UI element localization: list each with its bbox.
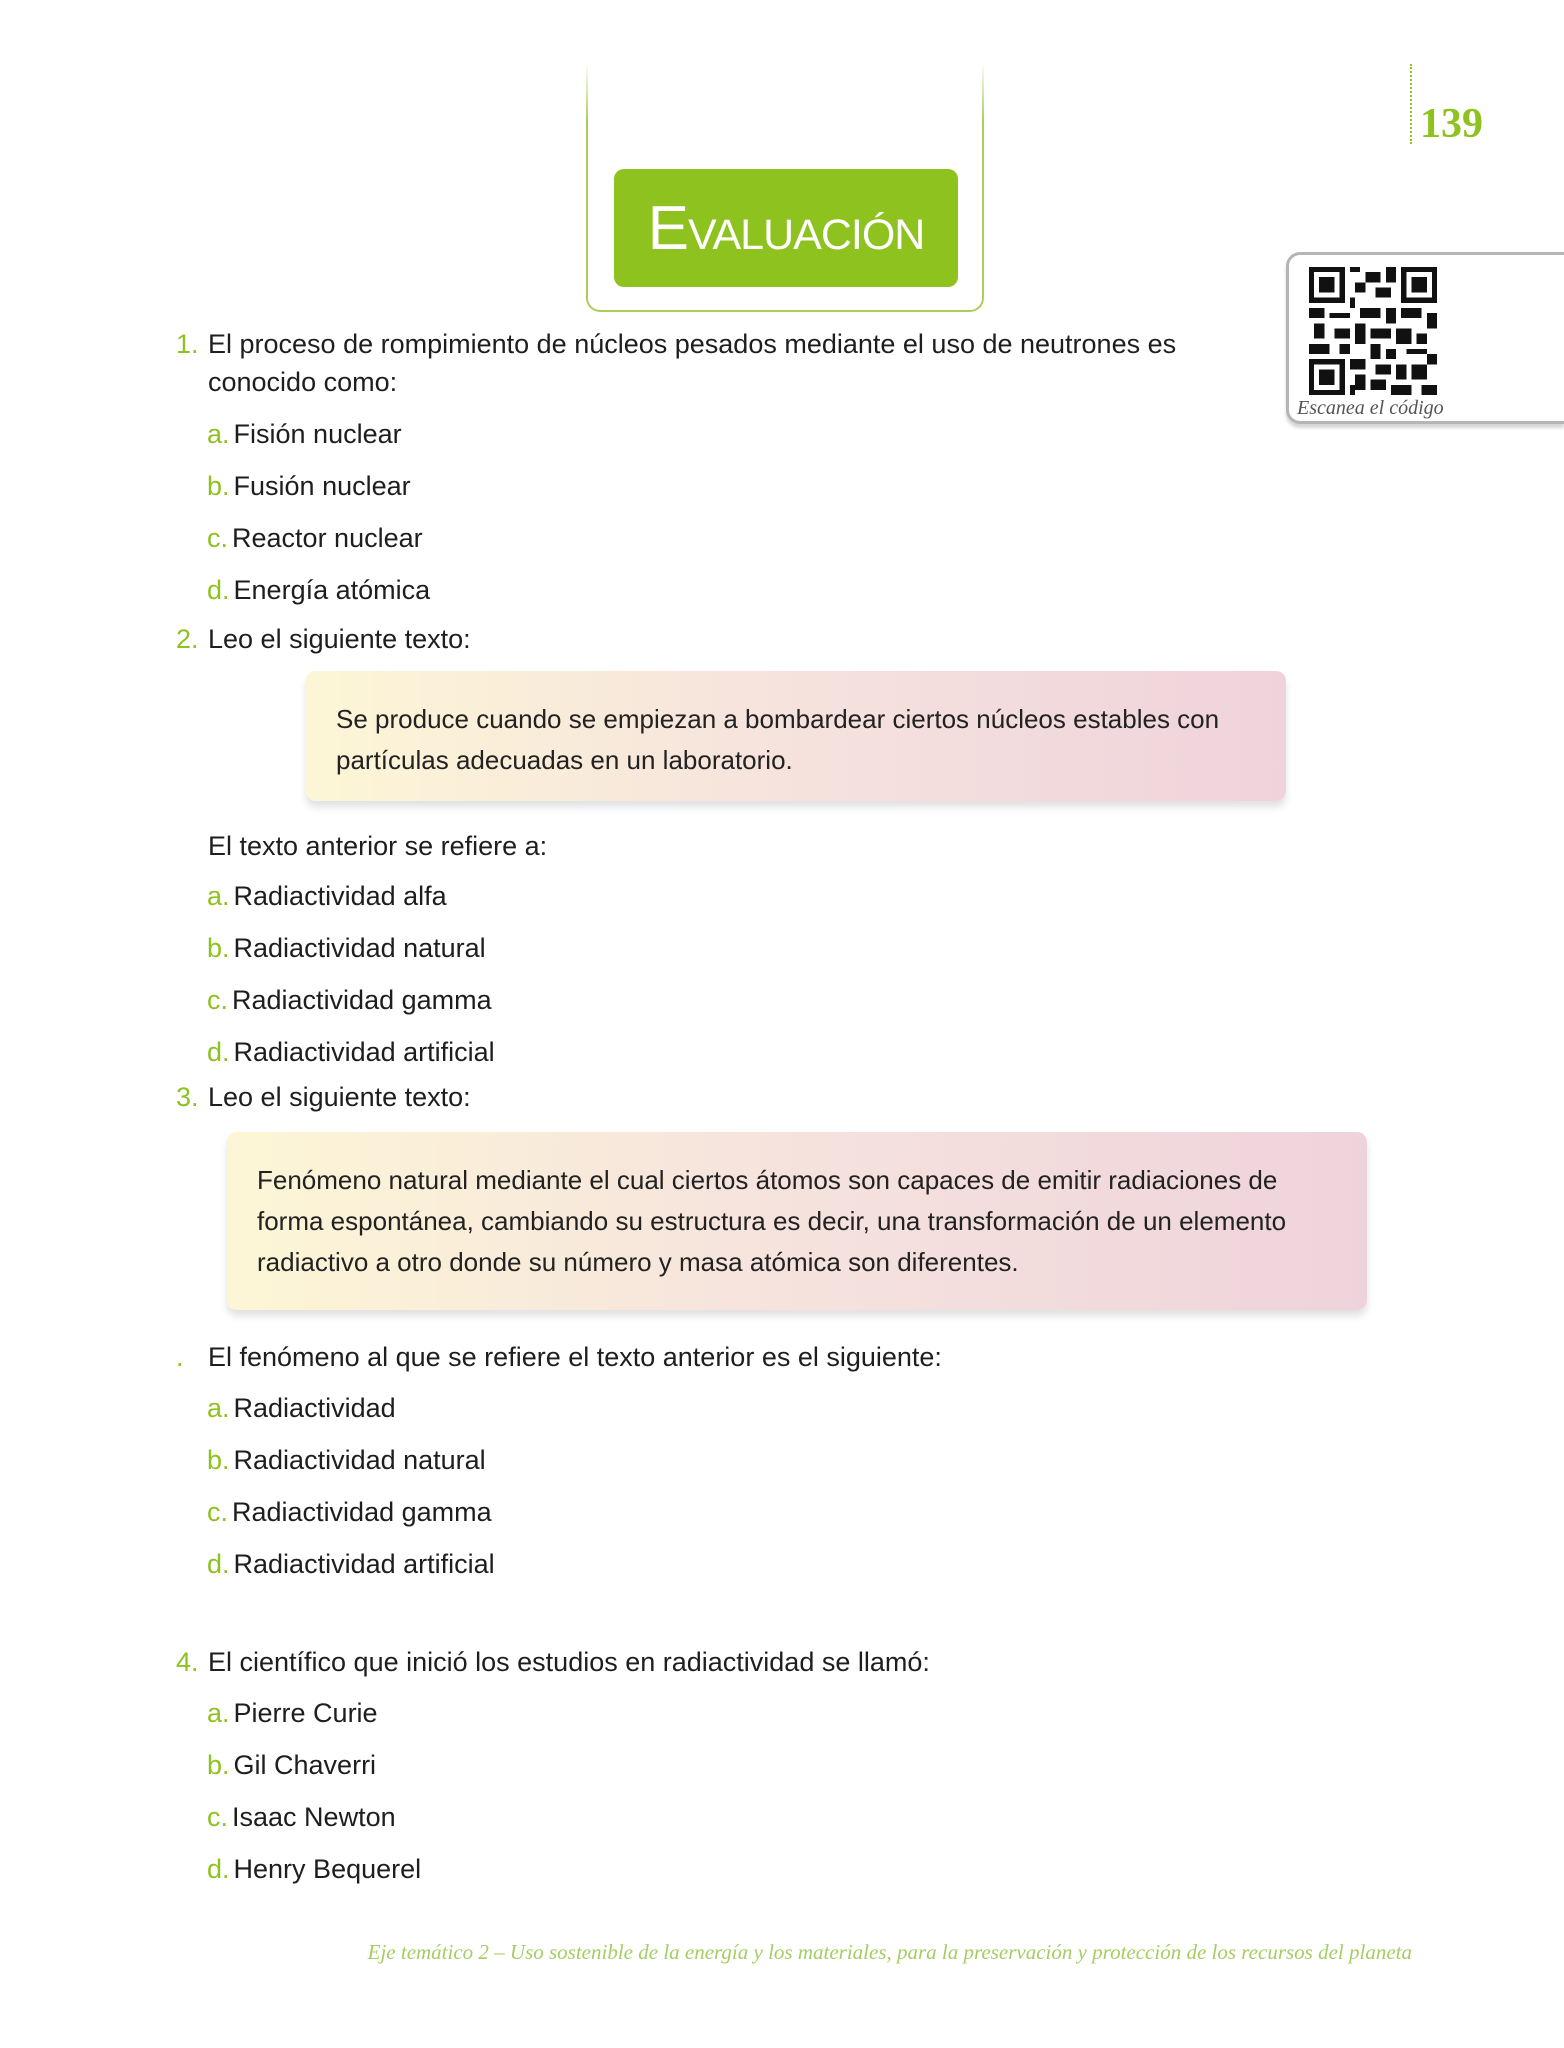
- option-text: Energía atómica: [233, 575, 431, 605]
- option-letter: b.: [207, 471, 230, 501]
- option-text: Fisión nuclear: [233, 419, 402, 449]
- option-letter: b.: [207, 1445, 230, 1475]
- option-letter: a.: [207, 881, 230, 911]
- question-2: [176, 620, 471, 658]
- option[interactable]: [207, 1747, 376, 1783]
- option-letter: a.: [207, 1698, 230, 1728]
- option-text: Radiactividad gamma: [232, 985, 492, 1015]
- option[interactable]: [207, 520, 423, 556]
- option[interactable]: [207, 982, 492, 1018]
- option-letter: d.: [207, 1854, 230, 1884]
- option-text: Pierre Curie: [233, 1698, 378, 1728]
- question-text: El proceso de rompimiento de núcleos pesados mediante el uso de neutrones es conocido como:: [208, 329, 1177, 397]
- option[interactable]: [207, 878, 447, 914]
- subquestion-text: El texto anterior se refiere a:: [208, 831, 548, 861]
- option-text: Radiactividad: [233, 1393, 396, 1423]
- question-number: 2.: [176, 624, 199, 654]
- option-letter: d.: [207, 1549, 230, 1579]
- qr-caption: Escanea el código: [1297, 397, 1444, 419]
- option-text: Reactor nuclear: [232, 523, 423, 553]
- option-letter: b.: [207, 933, 230, 963]
- option-text: Henry Bequerel: [233, 1854, 422, 1884]
- option[interactable]: [207, 1799, 396, 1835]
- quote-text: Fenómeno natural mediante el cual ciertos átomos son capaces de emitir radiaciones de forma espontánea, cambiando su estructura es decir, una transformación de un elemento radiactivo a otro donde su número y masa atómica son diferentes.: [257, 1165, 1287, 1277]
- section-title-banner: [614, 169, 958, 287]
- option[interactable]: [207, 1034, 495, 1070]
- option-letter: c.: [207, 985, 229, 1015]
- option[interactable]: [207, 416, 402, 452]
- option-letter: c.: [207, 523, 229, 553]
- subquestion-text: El fenómeno al que se refiere el texto anterior es el siguiente:: [208, 1342, 942, 1372]
- option[interactable]: [207, 1442, 486, 1478]
- option[interactable]: [207, 1695, 378, 1731]
- option-letter: d.: [207, 1037, 230, 1067]
- subquestion-3: [176, 1338, 942, 1376]
- option-letter: b.: [207, 1750, 230, 1780]
- page-number-divider: [1410, 64, 1412, 144]
- question-1: [176, 325, 1177, 397]
- question-text: El científico que inició los estudios en radiactividad se llamó:: [208, 1647, 930, 1677]
- quote-text: Se produce cuando se empiezan a bombardear ciertos núcleos estables con partículas adecuadas en un laboratorio.: [336, 704, 1220, 775]
- section-title: Evaluación: [647, 193, 925, 263]
- footer-caption: Eje temático 2 – Uso sostenible de la energía y los materiales, para la preservación y protección de los recursos del planeta: [367, 1940, 1412, 1964]
- option-letter: c.: [207, 1802, 229, 1832]
- quote-box: [306, 671, 1286, 801]
- option-text: Gil Chaverri: [233, 1750, 377, 1780]
- question-number: 4.: [176, 1647, 199, 1677]
- qr-card[interactable]: [1286, 252, 1564, 424]
- option[interactable]: [207, 572, 430, 608]
- option-text: Radiactividad gamma: [232, 1497, 492, 1527]
- question-text: Leo el siguiente texto:: [208, 1082, 471, 1112]
- option-text: Radiactividad natural: [233, 933, 486, 963]
- option[interactable]: [207, 468, 411, 504]
- option[interactable]: [207, 1851, 421, 1887]
- option-letter: d.: [207, 575, 230, 605]
- option-letter: c.: [207, 1497, 229, 1527]
- option-text: Radiactividad artificial: [233, 1037, 495, 1067]
- option[interactable]: [207, 1546, 495, 1582]
- question-3: [176, 1078, 471, 1116]
- option-text: Fusión nuclear: [233, 471, 411, 501]
- qr-code-icon[interactable]: [1309, 267, 1437, 395]
- option-text: Radiactividad alfa: [233, 881, 447, 911]
- option[interactable]: [207, 1390, 396, 1426]
- option-letter: a.: [207, 1393, 230, 1423]
- question-text: Leo el siguiente texto:: [208, 624, 471, 654]
- option-letter: a.: [207, 419, 230, 449]
- option-text: Radiactividad artificial: [233, 1549, 495, 1579]
- page-number: 139: [1420, 101, 1483, 147]
- option[interactable]: [207, 930, 486, 966]
- subquestion-marker: .: [176, 1342, 184, 1372]
- question-number: 1.: [176, 329, 199, 359]
- option-text: Isaac Newton: [232, 1802, 396, 1832]
- question-number: 3.: [176, 1082, 199, 1112]
- quote-box: [227, 1132, 1367, 1310]
- option-text: Radiactividad natural: [233, 1445, 486, 1475]
- option[interactable]: [207, 1494, 492, 1530]
- question-4: [176, 1643, 930, 1681]
